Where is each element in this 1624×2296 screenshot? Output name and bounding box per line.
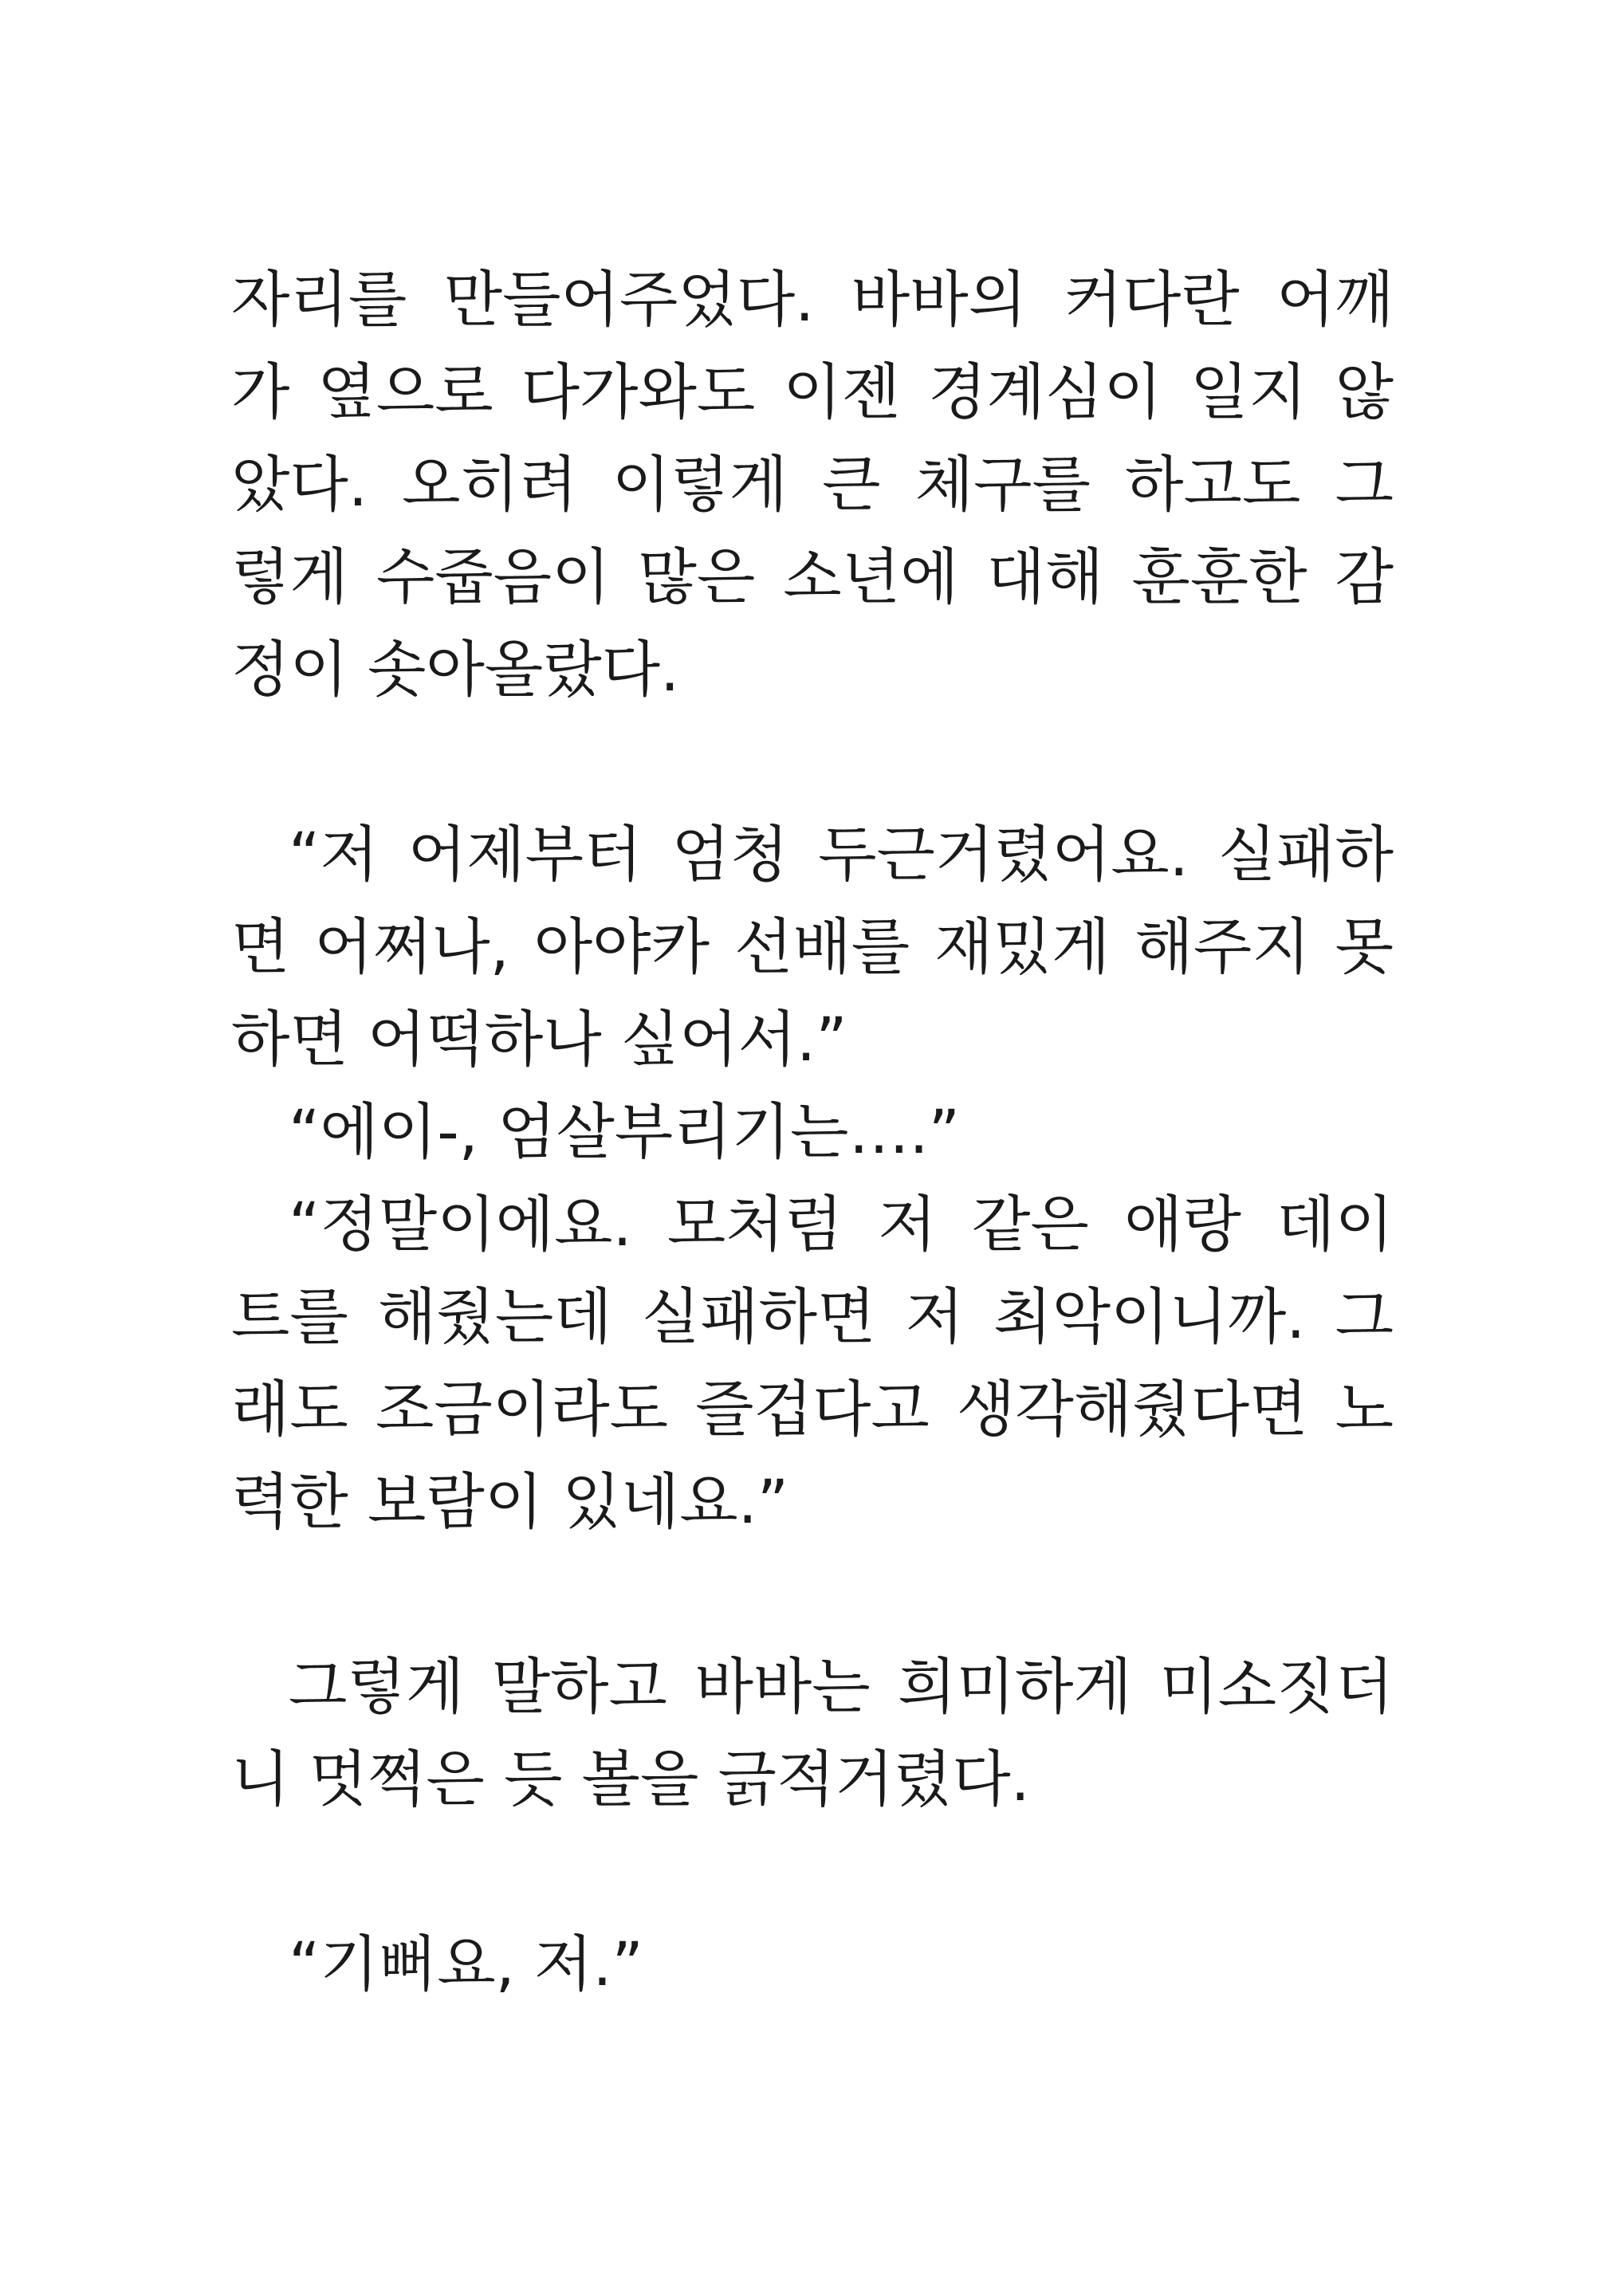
text-line: “정말이에요. 모처럼 저 같은 애랑 데이 [289, 1189, 1394, 1260]
text-line: 하면 어떡하나 싶어서.” [231, 1004, 847, 1075]
text-line: “기뻐요, 저.” [289, 1928, 643, 1999]
paragraph-2 [231, 808, 1394, 1548]
text-line: 그렇게 말하고 바바는 희미하게 미소짓더 [289, 1651, 1394, 1722]
text-line: 렇게 수줍음이 많은 소년에 대해 훈훈한 감 [231, 541, 1394, 612]
text-line: 았다. 오히려 이렇게 큰 체구를 하고도 그 [231, 449, 1394, 520]
text-line: “에이-, 엄살부리기는….” [289, 1096, 960, 1167]
text-line: 트를 해줬는데 실패하면 저 최악이니까. 그 [231, 1281, 1394, 1352]
paragraph-3 [231, 1641, 1394, 1826]
paragraph-4 [231, 1918, 1394, 2011]
text-line: 면 어쩌나, 아야카 선배를 재밌게 해주지 못 [231, 911, 1394, 982]
text-line: 가 옆으로 다가와도 이젠 경계심이 일지 않 [231, 356, 1394, 427]
text-line: 정이 솟아올랐다. [231, 634, 680, 705]
text-line: 니 멋쩍은 듯 볼을 긁적거렸다. [231, 1744, 1030, 1814]
document-page [231, 254, 1394, 2011]
text-line: 자리를 만들어주었다. 바바의 커다란 어깨 [231, 264, 1394, 335]
paragraph-gap [231, 1826, 1394, 1918]
text-line: “저 어제부터 엄청 두근거렸어요. 실패하 [289, 819, 1394, 890]
paragraph-gap [231, 1548, 1394, 1641]
paragraph-gap [231, 716, 1394, 808]
text-line: 력한 보람이 있네요.” [231, 1466, 789, 1537]
text-line: 래도 조금이라도 즐겁다고 생각해줬다면 노 [231, 1374, 1394, 1445]
paragraph-1 [231, 254, 1394, 716]
